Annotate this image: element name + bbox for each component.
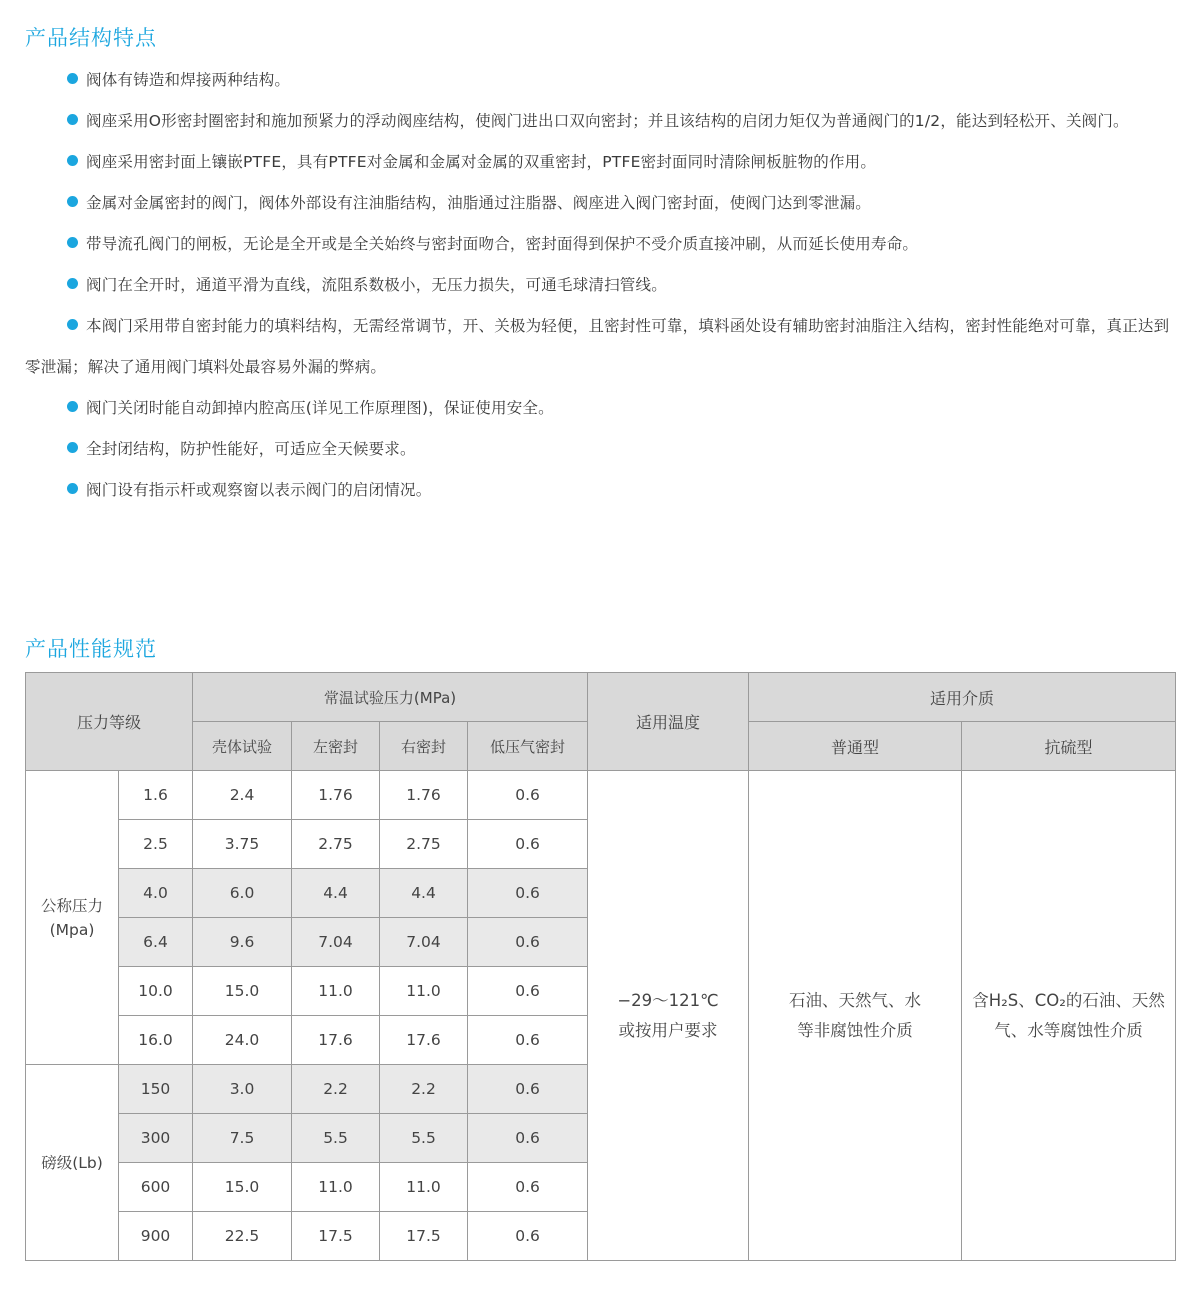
table-cell: 4.4 [292,869,380,918]
header-temperature: 适用温度 [588,673,749,771]
spec-section-title: 产品性能规范 [25,637,157,661]
header-medium: 适用介质 [749,673,1176,722]
feature-text: 阀体有铸造和焊接两种结构。 [86,71,291,89]
table-cell: 7.04 [380,918,468,967]
table-cell: 17.5 [380,1212,468,1261]
table-cell: 11.0 [292,967,380,1016]
table-cell: 10.0 [119,967,193,1016]
feature-item [25,224,1177,265]
table-cell: 11.0 [380,967,468,1016]
table-cell: 17.6 [380,1016,468,1065]
header-sulfur-type: 抗硫型 [962,722,1176,771]
table-cell: 150 [119,1065,193,1114]
table-cell: 2.2 [292,1065,380,1114]
table-cell: 1.76 [292,771,380,820]
header-left-seal: 左密封 [292,722,380,771]
feature-text: 阀门在全开时，通道平滑为直线，流阻系数极小，无压力损失，可通毛球清扫管线。 [86,276,667,294]
table-cell: 2.75 [380,820,468,869]
feature-item [25,388,1177,429]
table-cell: 0.6 [468,869,588,918]
table-cell: 6.0 [193,869,292,918]
header-pressure-class: 压力等级 [26,673,193,771]
feature-item [25,429,1177,470]
header-shell-test: 壳体试验 [193,722,292,771]
table-cell: 0.6 [468,771,588,820]
normal-medium-value: 石油、天然气、水 等非腐蚀性介质 [749,771,962,1261]
table-cell: 9.6 [193,918,292,967]
group-pound-class: 磅级(Lb) [26,1065,119,1261]
table-cell: 11.0 [380,1163,468,1212]
table-cell: 0.6 [468,820,588,869]
feature-text: 本阀门采用带自密封能力的填料结构，无需经常调节，开、关极为轻便，且密封性可靠，填料函处设有辅助密封油脂注入结构，密封性能绝对可靠，真正达到零泄漏；解决了通用阀门填料处最容易外漏的弊病。 [25,317,1170,376]
feature-item [25,265,1177,306]
header-normal-type: 普通型 [749,722,962,771]
table-cell: 15.0 [193,1163,292,1212]
table-cell: 7.5 [193,1114,292,1163]
table-cell: 3.75 [193,820,292,869]
feature-item [25,60,1177,101]
table-cell: 17.5 [292,1212,380,1261]
bullet-icon [67,196,78,207]
table-cell: 2.4 [193,771,292,820]
table-cell: 6.4 [119,918,193,967]
table-cell: 1.6 [119,771,193,820]
table-cell: 5.5 [380,1114,468,1163]
bullet-icon [67,155,78,166]
feature-item [25,470,1177,511]
table-cell: 900 [119,1212,193,1261]
header-low-pressure-gas-seal: 低压气密封 [468,722,588,771]
table-row [26,771,1176,820]
bullet-icon [67,483,78,494]
table-cell: 24.0 [193,1016,292,1065]
table-cell: 300 [119,1114,193,1163]
feature-text: 全封闭结构，防护性能好，可适应全天候要求。 [86,440,416,458]
feature-text: 阀门关闭时能自动卸掉内腔高压(详见工作原理图)，保证使用安全。 [86,399,554,417]
bullet-icon [67,73,78,84]
table-cell: 0.6 [468,1212,588,1261]
table-cell: 15.0 [193,967,292,1016]
table-cell: 1.76 [380,771,468,820]
table-cell: 4.0 [119,869,193,918]
bullet-icon [67,401,78,412]
table-cell: 17.6 [292,1016,380,1065]
table-cell: 600 [119,1163,193,1212]
bullet-icon [67,237,78,248]
table-cell: 0.6 [468,1114,588,1163]
table-cell: 16.0 [119,1016,193,1065]
table-cell: 3.0 [193,1065,292,1114]
table-cell: 11.0 [292,1163,380,1212]
table-cell: 7.04 [292,918,380,967]
features-section-title: 产品结构特点 [25,26,157,50]
table-cell: 0.6 [468,1016,588,1065]
header-test-pressure: 常温试验压力(MPa) [193,673,588,722]
feature-item [25,142,1177,183]
feature-text: 阀座采用密封面上镶嵌PTFE，具有PTFE对金属和金属对金属的双重密封，PTFE密封面同时清除闸板脏物的作用。 [86,153,877,171]
table-cell: 0.6 [468,1065,588,1114]
group-nominal-pressure: 公称压力 (Mpa) [26,771,119,1065]
sulfur-medium-value: 含H₂S、CO₂的石油、天然气、水等腐蚀性介质 [962,771,1176,1261]
table-cell: 0.6 [468,918,588,967]
feature-text: 金属对金属密封的阀门，阀体外部设有注油脂结构，油脂通过注脂器、阀座进入阀门密封面，使阀门达到零泄漏。 [86,194,872,212]
feature-item [25,101,1177,142]
table-cell: 2.75 [292,820,380,869]
feature-item [25,183,1177,224]
table-cell: 2.2 [380,1065,468,1114]
table-cell: 5.5 [292,1114,380,1163]
table-cell: 22.5 [193,1212,292,1261]
spec-table [25,672,1176,1261]
bullet-icon [67,278,78,289]
header-row [26,673,1176,722]
table-cell: 0.6 [468,967,588,1016]
feature-text: 带导流孔阀门的闸板，无论是全开或是全关始终与密封面吻合，密封面得到保护不受介质直接冲刷，从而延长使用寿命。 [86,235,919,253]
bullet-icon [67,442,78,453]
features-list [25,60,1177,511]
feature-text: 阀座采用O形密封圈密封和施加预紧力的浮动阀座结构，使阀门进出口双向密封；并且该结构的启闭力矩仅为普通阀门的1/2，能达到轻松开、关阀门。 [86,112,1129,130]
feature-text: 阀门设有指示杆或观察窗以表示阀门的启闭情况。 [86,481,432,499]
table-cell: 2.5 [119,820,193,869]
bullet-icon [67,114,78,125]
header-right-seal: 右密封 [380,722,468,771]
temperature-value: −29～121℃ 或按用户要求 [588,771,749,1261]
table-cell: 4.4 [380,869,468,918]
bullet-icon [67,319,78,330]
spec-table-body [26,673,1176,1261]
feature-item [25,306,1177,388]
table-cell: 0.6 [468,1163,588,1212]
